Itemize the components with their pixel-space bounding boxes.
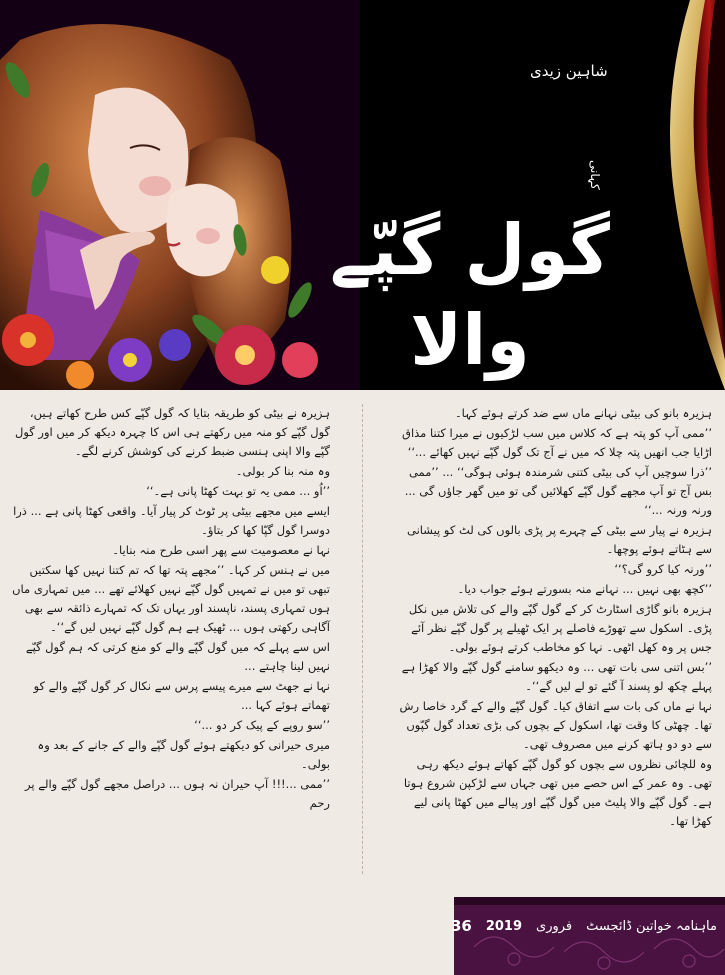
text-column-right bbox=[392, 404, 712, 832]
paragraph: ’’بس اتنی سی بات تھی ... وہ دیکھو سامنے گول گپّے والا کھڑا ہے پہلے چکھ لو پسند آ گئے تو لے لیں گے‘‘۔ bbox=[401, 660, 712, 693]
paragraph: ’’اُو ... ممی یہ تو بہت کھٹا پانی ہے۔‘‘ bbox=[146, 484, 330, 498]
column-divider bbox=[362, 404, 363, 874]
paragraph: نہا نے معصومیت سے پھر اسی طرح منہ بنایا۔ bbox=[112, 543, 330, 557]
story-title: گول گپّے والا bbox=[330, 209, 610, 381]
header-illustration bbox=[0, 0, 725, 390]
paragraph: وہ للچائی نظروں سے بچوں کو گول گپّے کھاتے ہوئے دیکھ رہی تھی۔ وہ عمر کے اس حصے میں تھی جہاں سے لڑکپن شروع ہوتا ہے۔ گول گپّے والا پلیٹ میں گول گپّے اور پیالے میں کھٹا پانی لیے کھڑا تھا۔ bbox=[403, 757, 712, 828]
author-name: شاہین زیدی bbox=[530, 62, 608, 80]
text-column-left bbox=[12, 404, 330, 814]
paragraph: نہا نے جھٹ سے میرے پیسے پرس سے نکال کر گول گپّے والے کو تھماتے ہوئے کہا ... bbox=[33, 679, 330, 712]
paragraph: اس سے پہلے کہ میں گول گپّے والے کو منع کرتی کہ ہم گول گپّے نہیں لینا چاہتے ... bbox=[25, 640, 330, 673]
paragraph: ’’ممی آپ کو پتہ ہے کہ کلاس میں سب لڑکیوں نے میرا کتنا مذاق اڑایا جب انھیں پتہ چلا کہ میں نے آج تک گول گپّے نہیں کھائے ...‘‘ bbox=[402, 426, 712, 459]
paragraph: ’’ذرا سوچیں آپ کی بیٹی کتنی شرمندہ ہوئی ہوگی‘‘ ... ’’ممی بس آج تو آپ مجھے گول گپّے کھلائیں گی تو میں گھر جاؤں گی ... ورنہ ورنہ ...‘‘ bbox=[404, 465, 712, 517]
page-number: 36 bbox=[450, 917, 472, 935]
paragraph: ’’سو روپے کے پیک کر دو ...‘‘ bbox=[194, 718, 330, 732]
paragraph: ’’ممی ...!!! آپ حیران نہ ہوں ... دراصل مجھے گول گپّے والے پر رحم bbox=[25, 777, 330, 810]
paragraph: ہزیرہ نے پیار سے بیٹی کے چہرے پر پڑی بالوں کی لٹ کو پیشانی سے ہٹاتے ہوئے پوچھا۔ bbox=[407, 523, 712, 556]
paragraph: نہا نے ماں کی بات سے اتفاق کیا۔ گول گپّے والے کے گرد خاصا رش تھا۔ چھٹی کا وقت تھا، اسکول کے بچوں کی بڑی تعداد گول گپّوں سے دو دو ہاتھ کرنے میں مصروف تھی۔ bbox=[399, 699, 712, 751]
paragraph: ہزیرہ نے بیٹی کو طریقہ بتایا کہ گول گپّے کس طرح کھاتے ہیں، گول گپّے کو منہ میں رکھتے ہی اس کا چہرہ دیکھ کر میں اور گول گپّے والا اپنی ہنسی ضبط کرنے کی کوشش کرنے لگے۔ bbox=[14, 406, 330, 458]
paragraph: میری حیرانی کو دیکھتے ہوئے گول گپّے والے کے جانے کے بعد وہ بولی۔ bbox=[37, 738, 330, 771]
magazine-name: ماہنامہ خواتین ڈائجسٹ bbox=[586, 918, 717, 934]
paragraph: ایسے میں مجھے بیٹی پر ٹوٹ کر پیار آیا۔ واقعی کھٹا پانی ہے ... ذرا دوسرا گول گپّا کھا کر بتاؤ۔ bbox=[13, 504, 330, 537]
footer-info bbox=[450, 914, 725, 938]
paragraph: ’’کچھ بھی نہیں ... نہانے منہ بسورتے ہوئے جواب دیا۔ bbox=[457, 582, 712, 596]
paragraph: ہزیرہ بانو کی بیٹی نہانے ماں سے ضد کرتے ہوئے کہا۔ bbox=[454, 406, 712, 420]
category-label: کہانی bbox=[588, 160, 602, 190]
issue-month: فروری bbox=[536, 918, 573, 934]
paragraph: میں نے ہنس کر کہا۔ ’’مجھے پتہ تھا کہ تم کتنا نہیں کھا سکتیں تبھی تو میں نے تمہیں گول گپّے نہیں کھلائے تھے ... میں تمہاری ماں ہوں تمہاری پسند، ناپسند اور یہاں تک کہ تمہارے ذائقہ سے بھی آگاہی رکھتی ہوں ... ٹھیک ہے ہم گول گپّے نہیں لیں گے‘‘۔ bbox=[12, 563, 330, 634]
issue-year: 2019 bbox=[485, 918, 523, 934]
paragraph: وہ منہ بنا کر بولی۔ bbox=[235, 464, 330, 478]
paragraph: ’’ورنہ کیا کرو گی؟‘‘ bbox=[614, 562, 712, 576]
page-footer bbox=[450, 897, 725, 975]
paragraph: ہزیرہ بانو گاڑی اسٹارٹ کر کے گول گپّے والے کی تلاش میں نکل پڑی۔ اسکول سے تھوڑے فاصلے پر ایک ٹھیلے پر گول گپّے نظر آئے جس پر وہ کھل اٹھی۔ نہا کو مخاطب کرتے ہوئے بولی۔ bbox=[408, 602, 712, 654]
